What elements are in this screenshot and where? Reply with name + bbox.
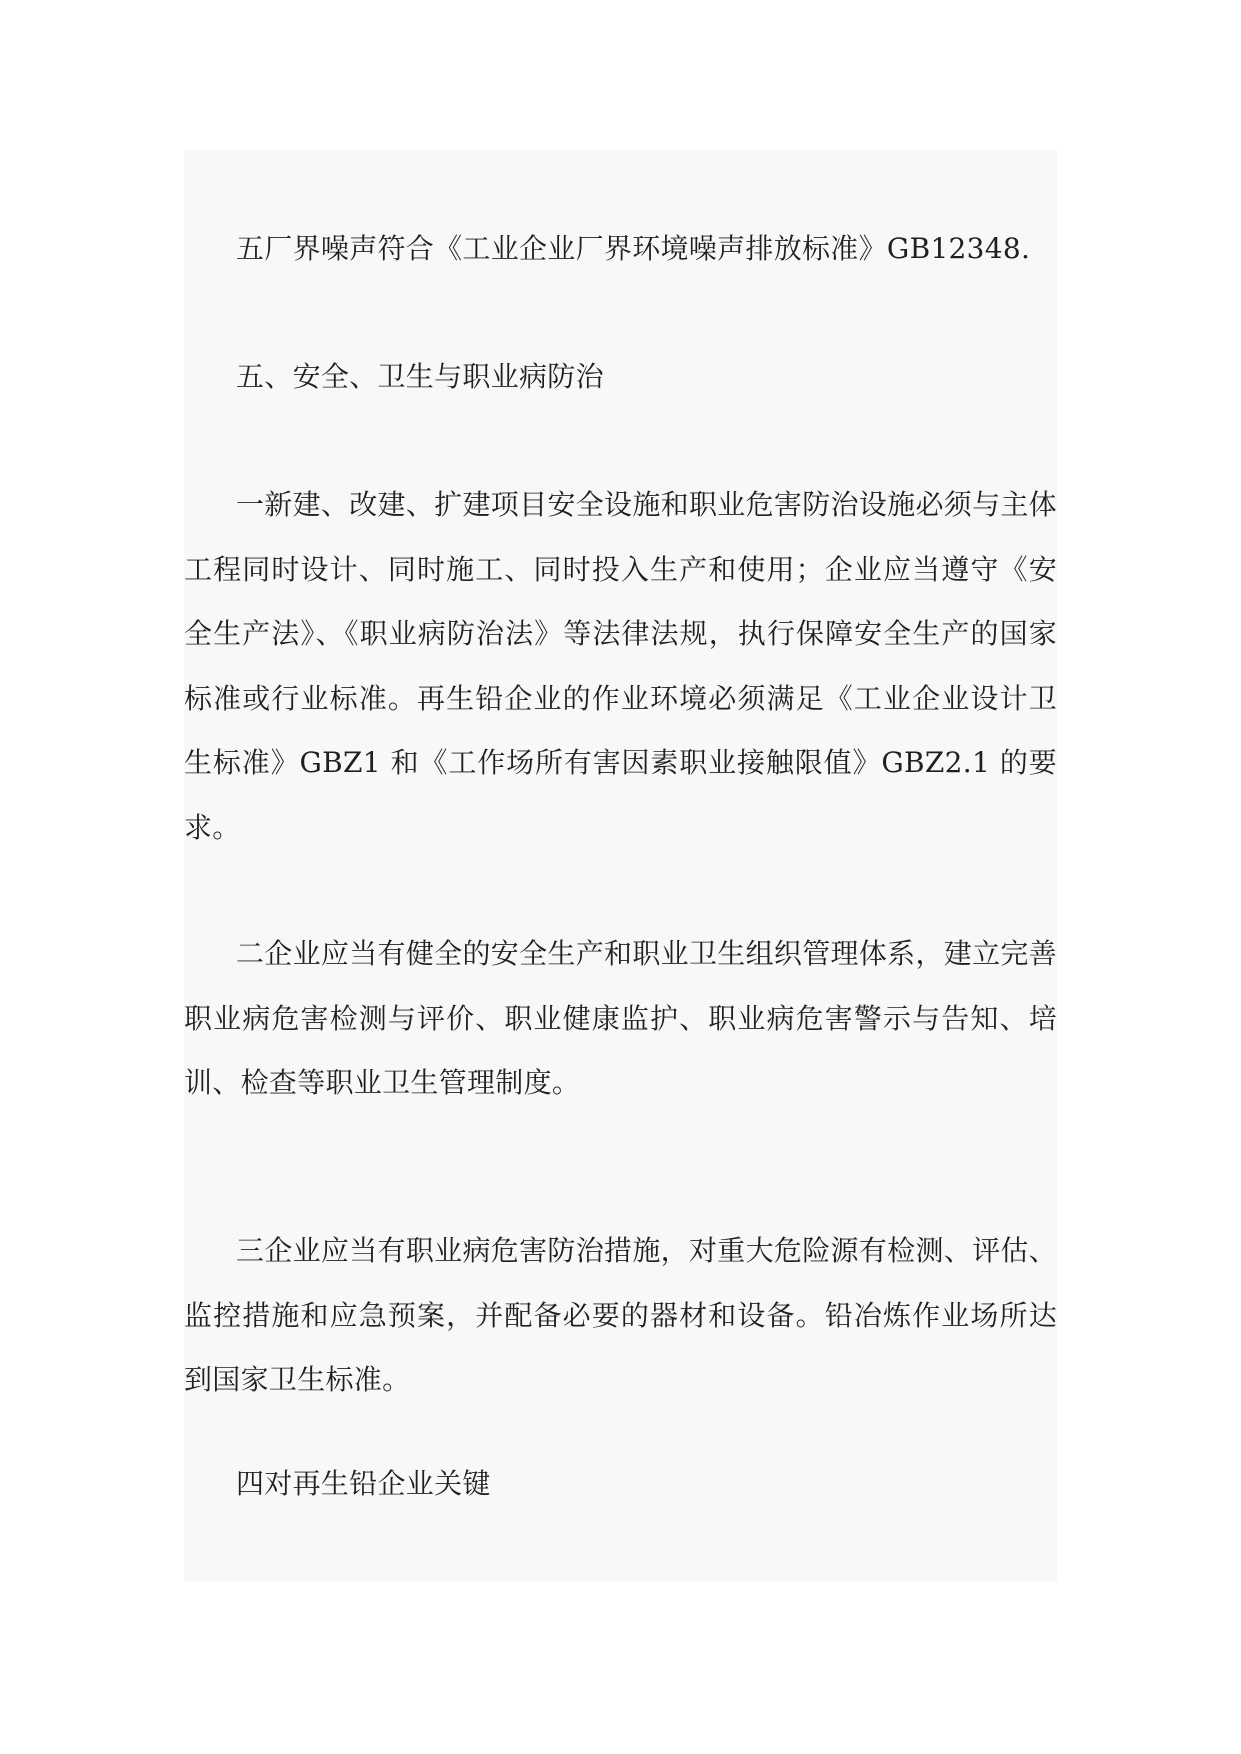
paragraph-item-four: 四对再生铅企业关键 [236,1467,491,1500]
paragraph-item-one: 一新建、改建、扩建项目安全设施和职业危害防治设施必须与主体工程同时设计、同时施工、同时投入生产和使用；企业应当遵守《安全生产法》、《职业病防治法》等法律法规，执行保障安全生产的国家标准或行业标准。再生铅企业的作业环境必须满足《工业企业设计卫生标准》GBZ1 和《工作场所有害因素职业接触限值》GBZ2.1 的要求。 [184,488,1057,844]
paragraph-item-three: 三企业应当有职业病危害防治措施，对重大危险源有检测、评估、监控措施和应急预案，并配备必要的器材和设备。铅冶炼作业场所达到国家卫生标准。 [184,1234,1057,1396]
document-content-panel [184,150,1057,1582]
paragraph-noise-standard: 五厂界噪声符合《工业企业厂界环境噪声排放标准》GB12348. [236,232,1031,265]
paragraph-item-two: 二企业应当有健全的安全生产和职业卫生组织管理体系，建立完善职业病危害检测与评价、职业健康监护、职业病危害警示与告知、培训、检查等职业卫生管理制度。 [184,937,1057,1099]
section-heading-safety-health: 五、安全、卫生与职业病防治 [236,360,604,393]
